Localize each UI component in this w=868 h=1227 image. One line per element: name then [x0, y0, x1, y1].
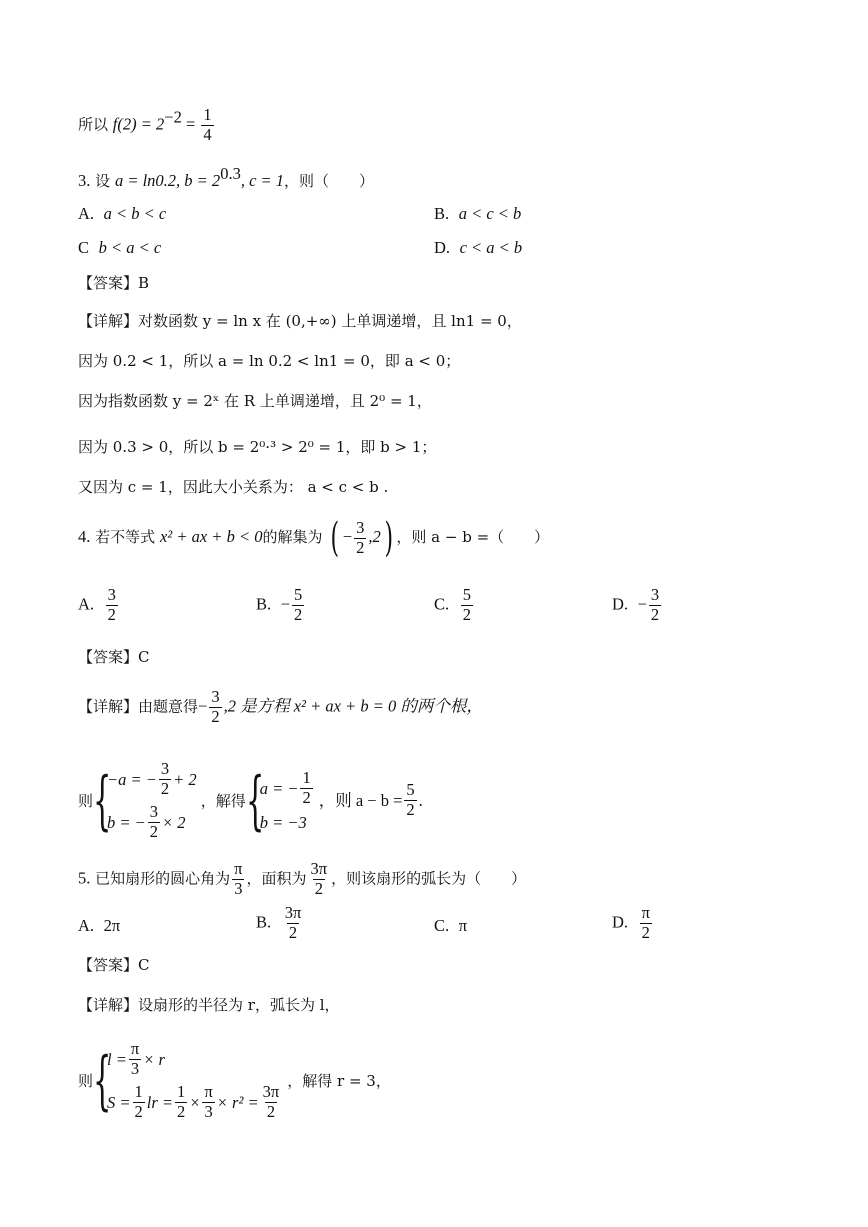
carry-over-line: 所以 $f(2) = 2^{-2}$ = $\frac{1}{4}$ — [78, 105, 212, 144]
answer-label: 【答案】C — [78, 956, 150, 974]
equation-system-line: 则 { −a = − $\frac{3}{2}$ + 2 b = − $\frac{3}{2}$ × 2 ，解得 { a = − $\frac{1}{2}$ b = −3 ，则 a − b = $\frac{5}{2}$ . — [78, 759, 423, 841]
detail-line: 【详解】设扇形的半径为 r，弧长为 l， — [78, 996, 340, 1014]
detail-line: 又因为 c = 1，因此大小关系为： a < c < b . — [78, 478, 389, 496]
option-d: D. $\frac{\pi}{2}$ — [612, 903, 650, 942]
option-d: D. c < a < b — [434, 238, 523, 257]
option-c: C b < a < c — [78, 238, 162, 257]
equation-system: { l = $\frac{\pi}{3}$ × r S = $\frac{1}{2}$ lr = $\frac{1}{2}$ × $\frac{\pi}{3}$ × r² = $\frac{3\pi}{2}$ — [93, 1039, 280, 1121]
solution-system: { a = − $\frac{1}{2}$ b = −3 — [245, 763, 311, 838]
question-4-stem: 4. 若不等式 x² + ax + b < 0的解集为 ( − $\frac{3}{2}$ ,2) ，则 a − b =（ ） — [78, 515, 550, 561]
equation-system: { −a = − $\frac{3}{2}$ + 2 b = − $\frac{3}{2}$ × 2 — [93, 759, 197, 841]
detail-line: 因为 0.2 < 1，所以 a = ln 0.2 < ln1 = 0，即 a < 0； — [78, 352, 461, 370]
detail-line: 因为指数函数 y = 2ˣ 在 R 上单调递增，且 2⁰ = 1， — [78, 392, 432, 410]
detail-line: 【详解】由题意得− $\frac{3}{2}$ ,2 是方程 x² + ax + b = 0 的两个根， — [78, 687, 483, 726]
question-3-stem: 3. 设 a = ln0.2, $b = 2^{0.3}$, c = 1，则（ ） — [78, 164, 375, 190]
option-a: A. 2π — [78, 916, 121, 935]
option-b: B. a < c < b — [434, 204, 522, 223]
answer-label: 【答案】C — [78, 648, 150, 666]
option-c: C. $\frac{5}{2}$ — [434, 585, 471, 624]
option-b: B. − $\frac{5}{2}$ — [256, 585, 303, 624]
detail-line: 因为 0.3 > 0，所以 b = 2⁰·³ > 2⁰ = 1，即 b > 1； — [78, 438, 437, 456]
answer-label: 【答案】B — [78, 274, 150, 292]
equation-system-line: 则 { l = $\frac{\pi}{3}$ × r S = $\frac{1}{2}$ lr = $\frac{1}{2}$ × $\frac{\pi}{3}$ × r² = $\frac{3\pi}{2}$ ，解得 r = 3， — [78, 1039, 391, 1121]
fraction: $\frac{1}{4}$ — [203, 105, 212, 144]
question-5-stem: 5. 已知扇形的圆心角为 $\frac{\pi}{3}$ ，面积为 $\frac{3\pi}{2}$ ，则该扇形的弧长为（ ） — [78, 859, 527, 898]
option-a: A. a < b < c — [78, 204, 167, 223]
option-a: A. $\frac{3}{2}$ — [78, 585, 116, 624]
detail-line: 【详解】对数函数 y = ln x 在 (0,+∞) 上单调递增，且 ln1 = 0， — [78, 312, 522, 330]
option-d: D. − $\frac{3}{2}$ — [612, 585, 660, 624]
option-b: B. $\frac{3\pi}{2}$ — [256, 903, 302, 942]
option-c: C. π — [434, 916, 468, 935]
